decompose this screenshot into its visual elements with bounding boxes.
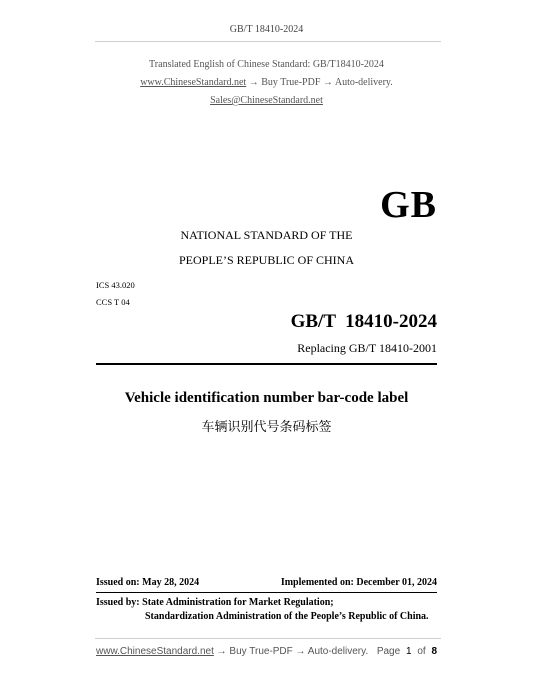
promo-line-2 <box>0 77 533 88</box>
promo-line-1: Translated English of Chinese Standard: GB/T18410-2024 <box>149 59 384 70</box>
national-standard-line-1: NATIONAL STANDARD OF THE <box>180 228 353 242</box>
national-standard-line-2: PEOPLE’S REPUBLIC OF CHINA <box>178 253 355 267</box>
footer-promo <box>96 646 368 657</box>
email-link[interactable]: Sales@ChineseStandard.net <box>210 95 323 106</box>
page-total: 8 <box>431 646 437 657</box>
header-divider <box>95 41 441 42</box>
footer-divider <box>95 638 441 639</box>
page-label: Page <box>376 646 401 657</box>
issued-by-line-2: Standardization Administration of the People’s Republic of China. <box>145 611 429 622</box>
standard-number: GB/T 18410-2024 <box>290 311 437 332</box>
ics-code: ICS 43.020 <box>96 280 135 290</box>
issue-divider <box>96 592 437 593</box>
page-current: 1 <box>405 646 412 657</box>
replacing-note: Replacing GB/T 18410-2001 <box>297 341 437 355</box>
running-header: GB/T 18410-2024 <box>229 24 304 35</box>
promo-line-3 <box>0 95 533 106</box>
issued-by-line-1: Issued by: State Administration for Market Regulation; <box>96 597 334 608</box>
promo-buy-text: → Buy True-PDF → Auto-delivery. <box>246 77 393 88</box>
ccs-code: CCS T 04 <box>96 297 130 307</box>
site-link[interactable]: www.ChineseStandard.net <box>140 77 247 88</box>
page-of: of <box>417 646 426 657</box>
footer-buy-text: → Buy True-PDF → Auto-delivery. <box>213 646 369 657</box>
footer-site-link[interactable]: www.ChineseStandard.net <box>96 646 214 657</box>
issued-on: Issued on: May 28, 2024 <box>96 577 200 588</box>
title-english: Vehicle identification number bar-code label <box>124 390 409 406</box>
gb-mark: GB <box>380 184 437 226</box>
title-chinese: 车辆识别代号条码标签 <box>201 420 332 435</box>
title-rule <box>96 363 437 365</box>
implemented-on: Implemented on: December 01, 2024 <box>280 577 437 588</box>
page-indicator <box>377 646 437 657</box>
